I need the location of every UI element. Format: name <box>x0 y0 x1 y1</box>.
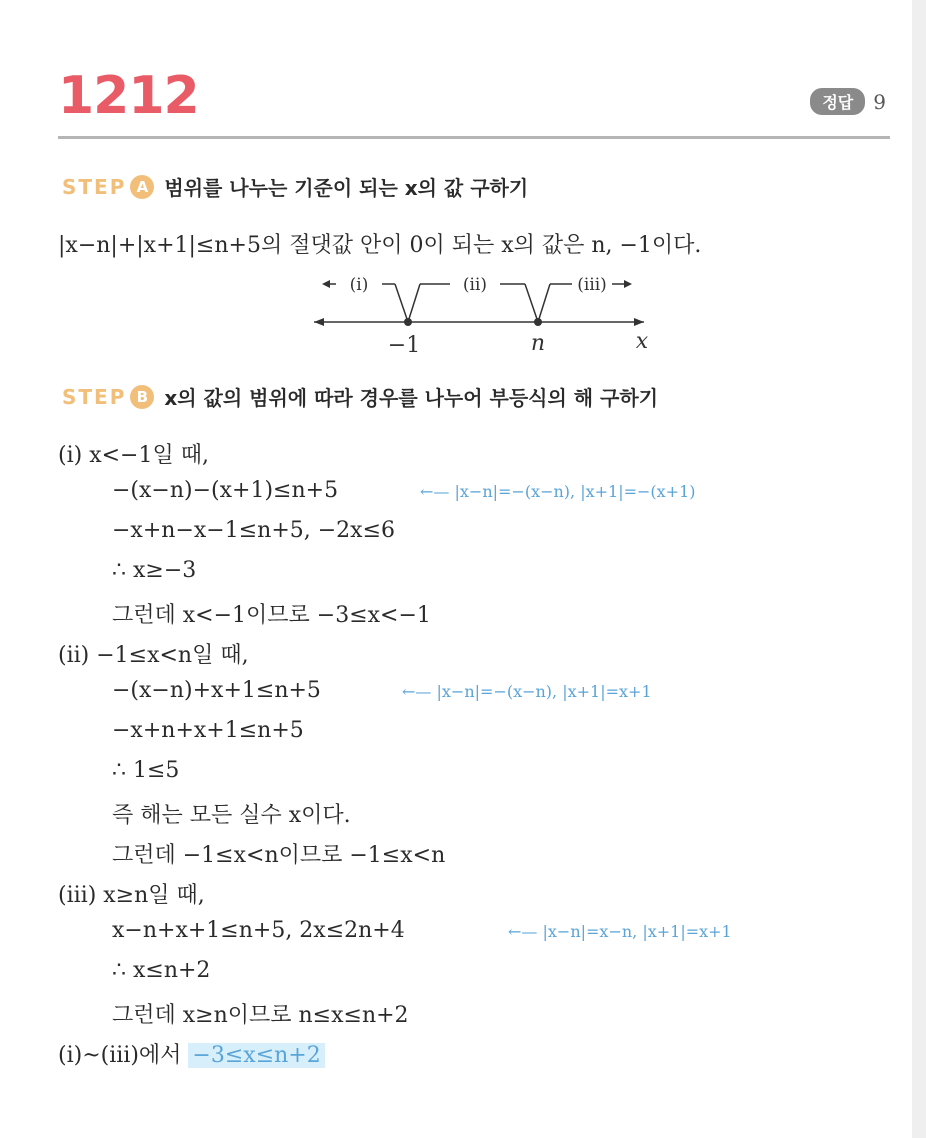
case2-line3: ∴ 1≤5 <box>112 758 180 783</box>
case1-line3: ∴ x≥−3 <box>112 558 197 583</box>
case2-label: (ⅱ) −1≤x<n일 때, <box>58 643 249 668</box>
conclusion <box>58 1038 325 1069</box>
case3-label: (ⅲ) x≥n일 때, <box>58 883 205 908</box>
step-a-title: 범위를 나누는 기준이 되는 x의 값 구하기 <box>164 176 529 200</box>
number-line-diagram <box>300 270 660 358</box>
step-b-label: STEP <box>62 384 127 409</box>
case2-line1: −(x−n)+x+1≤n+5 <box>112 678 321 703</box>
header-divider <box>58 136 890 139</box>
answer-badge: 정답 <box>810 88 865 115</box>
case3-note: ←— |x−n|=x−n, |x+1|=x+1 <box>508 922 732 941</box>
case1-region-label: (ⅰ) <box>349 275 369 295</box>
case2-region-label: (ⅱ) <box>462 275 488 295</box>
case2-line2: −x+n+x+1≤n+5 <box>112 718 304 743</box>
point-n <box>534 318 542 326</box>
step-a-text: |x−n|+|x+1|≤n+5의 절댓값 안이 0이 되는 x의 값은 n, −1이다. <box>58 233 702 258</box>
point-minus-one <box>404 318 412 326</box>
case3-line1: x−n+x+1≤n+5, 2x≤2n+4 <box>112 918 405 943</box>
step-a-letter: A <box>130 175 154 199</box>
case1-line2: −x+n−x−1≤n+5, −2x≤6 <box>112 518 396 543</box>
conclusion-prefix: (ⅰ)~(ⅲ)에서 <box>58 1043 182 1068</box>
case2-line5: 그런데 −1≤x<n이므로 −1≤x<n <box>112 843 446 868</box>
case3-arrow <box>624 280 632 288</box>
step-a-label: STEP <box>62 174 127 199</box>
answer-value: 9 <box>873 89 886 114</box>
step-b-heading <box>62 382 658 411</box>
step-b-title: x의 값의 범위에 따라 경우를 나누어 부등식의 해 구하기 <box>164 386 659 410</box>
page-edge-shade <box>912 0 926 1138</box>
case1-label: (ⅰ) x<−1일 때, <box>58 443 209 468</box>
problem-number: 1212 <box>58 66 199 126</box>
answer-area <box>810 88 886 115</box>
case3-line2: ∴ x≤n+2 <box>112 958 211 983</box>
point-minus-one-label: −1 <box>387 333 421 358</box>
axis-left-arrow <box>314 318 324 326</box>
conclusion-result: −3≤x≤n+2 <box>188 1043 324 1068</box>
case3-region-label: (ⅲ) <box>577 275 607 295</box>
case1-line1: −(x−n)−(x+1)≤n+5 <box>112 478 339 503</box>
step-a-heading <box>62 172 528 201</box>
case2-note: ←— |x−n|=−(x−n), |x+1|=x+1 <box>402 682 652 701</box>
axis-variable-label: x <box>635 329 649 354</box>
case1-line4: 그런데 x<−1이므로 −3≤x<−1 <box>112 603 431 628</box>
case1-note: ←— |x−n|=−(x−n), |x+1|=−(x+1) <box>420 482 696 501</box>
case3-line3: 그런데 x≥n이므로 n≤x≤n+2 <box>112 1003 409 1028</box>
case2-line4: 즉 해는 모든 실수 x이다. <box>112 803 351 828</box>
point-n-label: n <box>530 331 546 356</box>
case1-arrow <box>322 280 330 288</box>
axis-right-arrow <box>634 318 644 326</box>
step-b-letter: B <box>130 385 154 409</box>
